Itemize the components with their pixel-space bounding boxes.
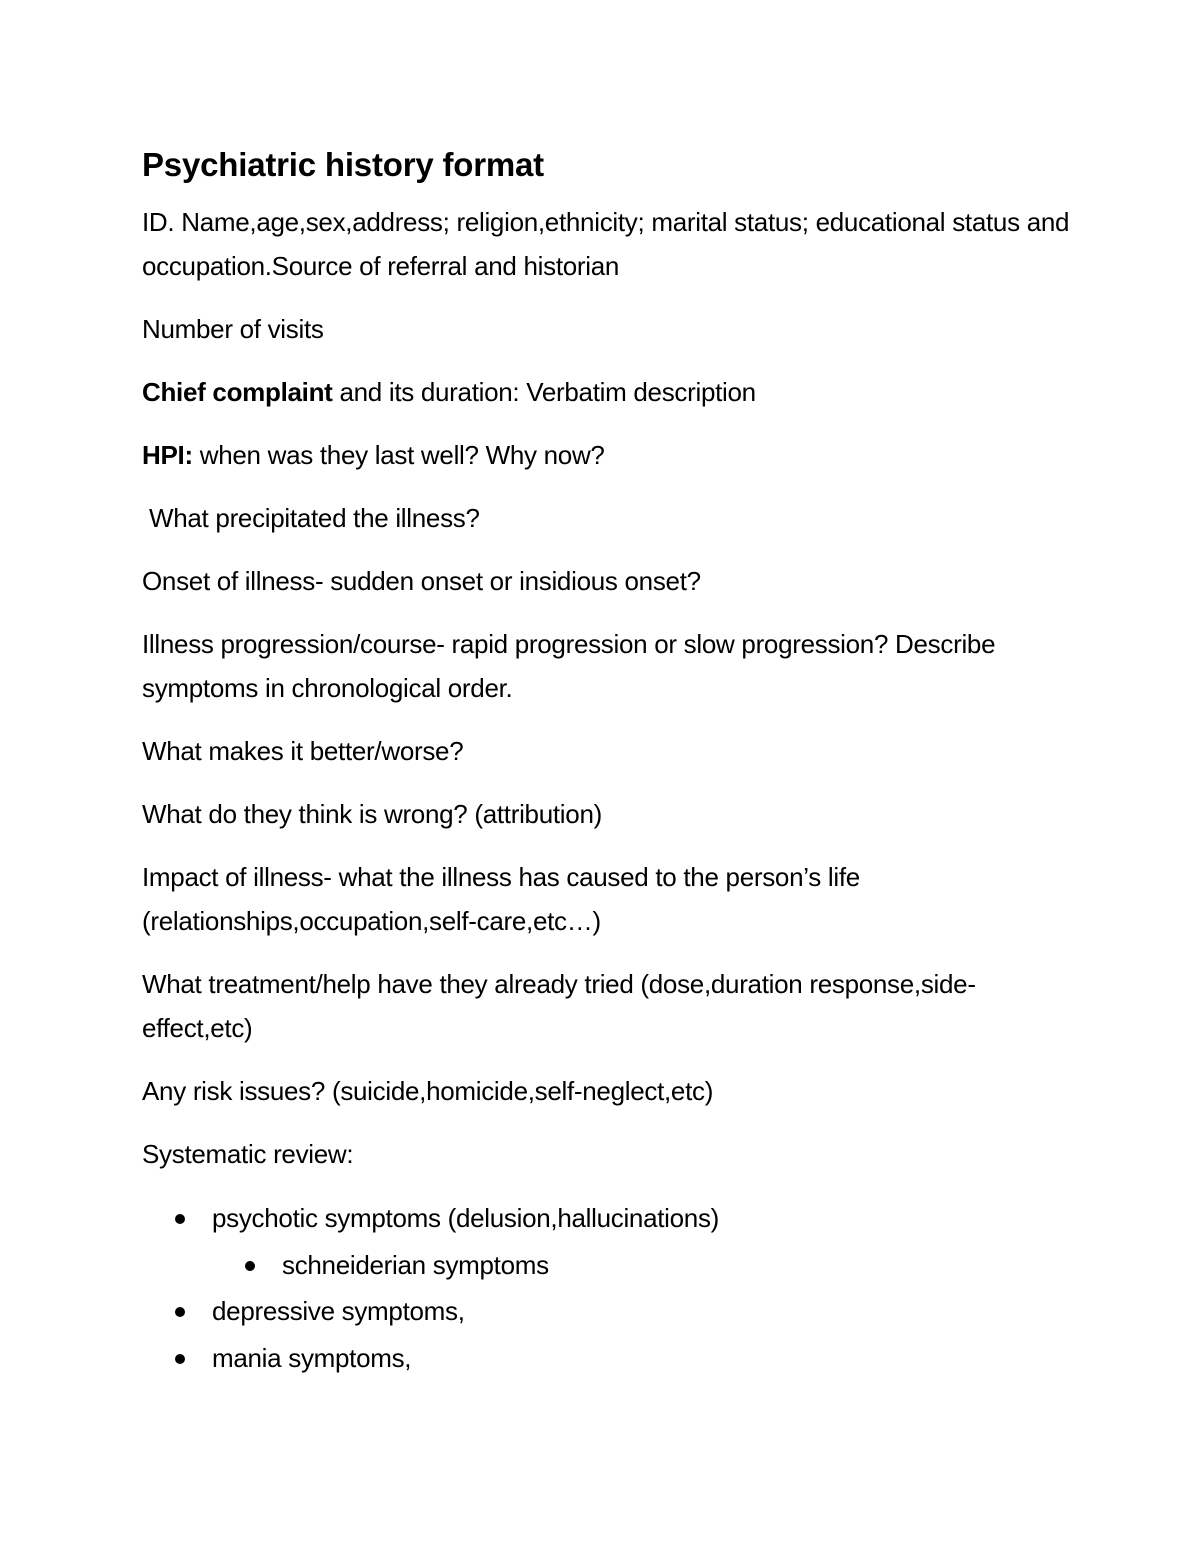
list-item [142, 1288, 1072, 1335]
list-item [142, 1242, 1072, 1289]
list-item-text: depressive symptoms, [212, 1296, 465, 1326]
chief-complaint-paragraph [142, 370, 1072, 414]
bullet-icon [175, 1307, 185, 1317]
attribution-paragraph: What do they think is wrong? (attribution) [142, 799, 602, 829]
hpi-text: when was they last well? Why now? [192, 440, 605, 470]
list-item-text: psychotic symptoms (delusion,hallucinations) [212, 1203, 720, 1233]
bullet-icon [175, 1214, 185, 1224]
hpi-paragraph [142, 433, 1072, 477]
list-item-text: schneiderian symptoms [282, 1249, 549, 1280]
symptom-list [142, 1195, 1072, 1381]
chief-complaint-label: Chief complaint [142, 377, 333, 407]
treatment-paragraph: What treatment/help have they already tried (dose,duration response,side-effect,etc) [142, 969, 976, 1043]
progression-paragraph: Illness progression/course- rapid progression or slow progression? Describe symptoms in chronological order. [142, 629, 996, 703]
page-title: Psychiatric history format [142, 146, 544, 183]
visits-paragraph: Number of visits [142, 314, 324, 344]
bullet-icon [245, 1261, 255, 1271]
list-item-text: mania symptoms, [212, 1342, 412, 1373]
better-worse-paragraph: What makes it better/worse? [142, 736, 464, 766]
onset-paragraph: Onset of illness- sudden onset or insidious onset? [142, 566, 701, 596]
bullet-icon [175, 1354, 185, 1364]
list-item [142, 1335, 1072, 1382]
precipitated-paragraph: What precipitated the illness? [149, 503, 480, 533]
document-body [142, 142, 1072, 1381]
list-item [142, 1195, 1072, 1242]
chief-complaint-text: and its duration: Verbatim description [332, 377, 756, 407]
hpi-label: HPI: [142, 440, 193, 470]
id-paragraph: ID. Name,age,sex,address; religion,ethnicity; marital status; educational status and occupation.Source of referral and historian [142, 207, 1070, 281]
systematic-review-heading: Systematic review: [142, 1139, 354, 1169]
impact-paragraph: Impact of illness- what the illness has caused to the person’s life (relationships,occupation,self-care,etc…) [142, 862, 860, 936]
risk-paragraph: Any risk issues? (suicide,homicide,self-neglect,etc) [142, 1076, 714, 1106]
